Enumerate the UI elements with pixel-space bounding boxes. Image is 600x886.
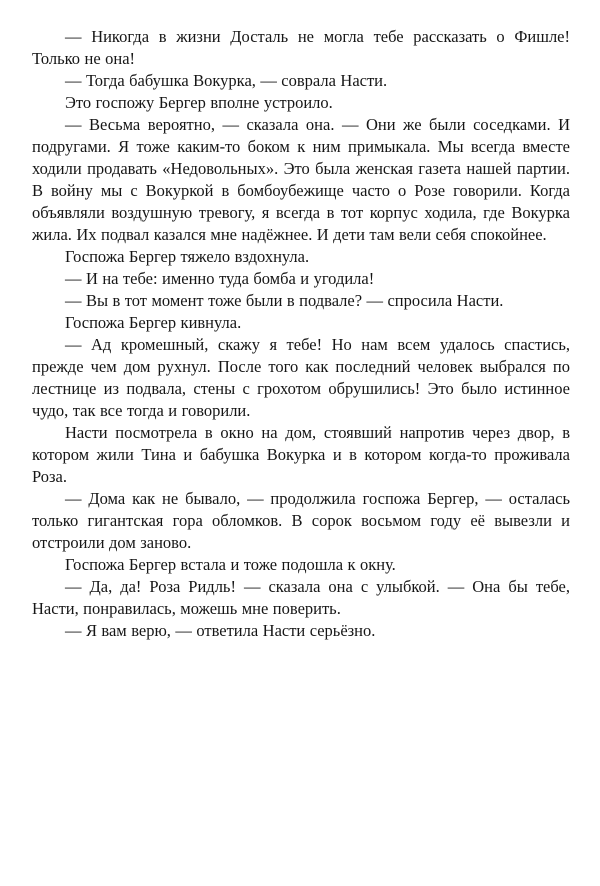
paragraph: — Дома как не бывало, — продолжила госпожа Бергер, — осталась только гигантская гора обломков. В сорок восьмом году её вывезли и отстроили дом заново. <box>32 489 570 552</box>
paragraph: — Весьма вероятно, — сказала она. — Они же были соседками. И подругами. Я тоже каким-то боком к ним примыкала. Мы всегда вместе ходили продавать «Недовольных». Это была женская газета нашей партии. В войну мы с Вокуркой в бомбоубежище часто о Розе говорили. Когда объявляли воздушную тревогу, я всегда в тот корпус ходила, где Вокурка жила. Их подвал казался мне надёжнее. И дети там вели себя спокойнее. <box>32 115 570 244</box>
paragraph: Госпожа Бергер кивнула. <box>65 313 242 332</box>
paragraph: — Ад кромешный, скажу я тебе! Но нам всем удалось спастись, прежде чем дом рухнул. После того как последний человек выбрался по лестнице из подвала, стены с грохотом обрушились! Это было истинное чудо, так все тогда и говорили. <box>32 335 570 420</box>
paragraph: — Да, да! Роза Ридль! — сказала она с улыбкой. — Она бы тебе, Насти, понравилась, можешь мне поверить. <box>32 577 570 618</box>
paragraph: — Тогда бабушка Вокурка, — соврала Насти. <box>65 71 388 90</box>
paragraph: Госпожа Бергер тяжело вздохнула. <box>65 247 310 266</box>
paragraph: Насти посмотрела в окно на дом, стоявший напротив через двор, в котором жили Тина и бабушка Вокурка и в котором когда-то проживала Роза. <box>32 423 570 486</box>
paragraph: — Никогда в жизни Досталь не могла тебе рассказать о Фишле! Только не она! <box>32 27 570 68</box>
paragraph: Госпожа Бергер встала и тоже подошла к окну. <box>65 555 396 574</box>
paragraph: — И на тебе: именно туда бомба и угодила! <box>65 269 375 288</box>
paragraph: — Я вам верю, — ответила Насти серьёзно. <box>65 621 376 640</box>
paragraph: Это госпожу Бергер вполне устроило. <box>65 93 333 112</box>
paragraph: — Вы в тот момент тоже были в подвале? — спросила Насти. <box>65 291 504 310</box>
